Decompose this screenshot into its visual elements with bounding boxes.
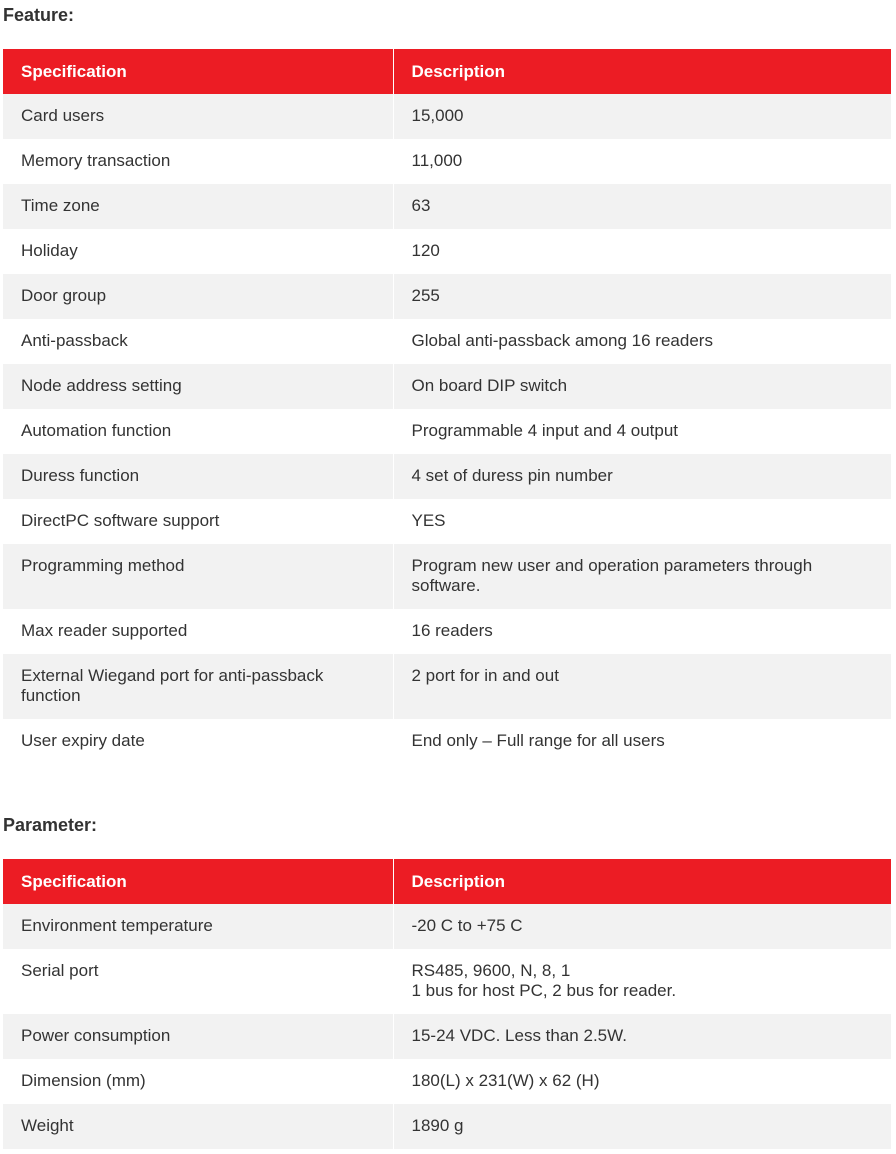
table-row	[3, 654, 891, 719]
description-cell: On board DIP switch	[393, 364, 891, 409]
table-row	[3, 94, 891, 139]
description-cell: 15-24 VDC. Less than 2.5W.	[393, 1014, 891, 1059]
spec-cell: Serial port	[3, 949, 393, 1014]
table-row	[3, 274, 891, 319]
header-specification: Specification	[3, 49, 393, 94]
table-row	[3, 184, 891, 229]
spec-cell: Weight	[3, 1104, 393, 1149]
description-cell: -20 C to +75 C	[393, 904, 891, 949]
table-row	[3, 499, 891, 544]
description-cell: Global anti-passback among 16 readers	[393, 319, 891, 364]
table-row	[3, 544, 891, 609]
feature-section-title: Feature:	[3, 5, 75, 25]
parameter-table-body	[3, 904, 891, 1149]
description-cell: 120	[393, 229, 891, 274]
spec-cell: Duress function	[3, 454, 393, 499]
description-cell: 11,000	[393, 139, 891, 184]
description-cell: 255	[393, 274, 891, 319]
spec-cell: Node address setting	[3, 364, 393, 409]
description-cell: RS485, 9600, N, 8, 1 1 bus for host PC, 2 bus for reader.	[393, 949, 891, 1014]
table-row	[3, 1014, 891, 1059]
description-cell: 2 port for in and out	[393, 654, 891, 719]
description-cell: Programmable 4 input and 4 output	[393, 409, 891, 454]
spec-cell: Power consumption	[3, 1014, 393, 1059]
spec-cell: Door group	[3, 274, 393, 319]
table-header-row	[3, 859, 891, 904]
feature-table	[3, 49, 891, 764]
table-row	[3, 454, 891, 499]
spec-cell: DirectPC software support	[3, 499, 393, 544]
spec-cell: External Wiegand port for anti-passback function	[3, 654, 393, 719]
table-row	[3, 609, 891, 654]
description-cell: 15,000	[393, 94, 891, 139]
table-row	[3, 319, 891, 364]
description-cell: End only – Full range for all users	[393, 719, 891, 764]
spec-cell: Max reader supported	[3, 609, 393, 654]
description-cell: 1890 g	[393, 1104, 891, 1149]
parameter-section-title: Parameter:	[3, 815, 98, 835]
description-cell: 16 readers	[393, 609, 891, 654]
parameter-table	[3, 859, 891, 1149]
table-row	[3, 409, 891, 454]
header-specification: Specification	[3, 859, 393, 904]
spec-cell: Memory transaction	[3, 139, 393, 184]
description-cell: 63	[393, 184, 891, 229]
description-cell: YES	[393, 499, 891, 544]
spec-cell: Environment temperature	[3, 904, 393, 949]
feature-table-body	[3, 94, 891, 764]
spec-cell: Programming method	[3, 544, 393, 609]
spec-cell: Time zone	[3, 184, 393, 229]
table-row	[3, 364, 891, 409]
spec-cell: Anti-passback	[3, 319, 393, 364]
table-row	[3, 719, 891, 764]
spec-cell: User expiry date	[3, 719, 393, 764]
table-row	[3, 1059, 891, 1104]
description-cell: Program new user and operation parameters through software.	[393, 544, 891, 609]
table-row	[3, 229, 891, 274]
table-row	[3, 1104, 891, 1149]
spec-cell: Automation function	[3, 409, 393, 454]
description-cell: 180(L) x 231(W) x 62 (H)	[393, 1059, 891, 1104]
spec-cell: Card users	[3, 94, 393, 139]
spec-cell: Dimension (mm)	[3, 1059, 393, 1104]
spec-cell: Holiday	[3, 229, 393, 274]
header-description: Description	[393, 49, 891, 94]
table-row	[3, 139, 891, 184]
description-cell: 4 set of duress pin number	[393, 454, 891, 499]
table-header-row	[3, 49, 891, 94]
header-description: Description	[393, 859, 891, 904]
table-row	[3, 949, 891, 1014]
table-row	[3, 904, 891, 949]
